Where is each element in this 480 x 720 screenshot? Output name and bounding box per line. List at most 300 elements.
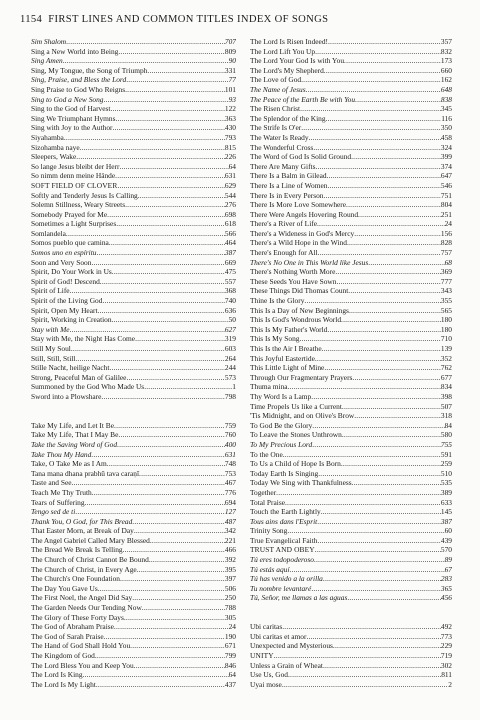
index-entry <box>31 85 236 95</box>
song-number: 828 <box>440 238 452 248</box>
dot-leader <box>96 680 225 690</box>
dot-leader <box>142 603 225 613</box>
dot-leader <box>102 296 224 306</box>
index-entry <box>250 152 452 162</box>
song-number: 180 <box>440 315 452 325</box>
song-title: The Church of Christ Cannot Be Bound <box>31 555 149 565</box>
index-entry <box>250 277 452 287</box>
song-number: 798 <box>224 391 236 401</box>
song-number: 788 <box>224 603 236 613</box>
dot-leader <box>126 373 224 383</box>
song-title: Still, Still, Still <box>31 353 76 363</box>
song-number: 395 <box>224 564 236 574</box>
index-entry <box>31 382 236 392</box>
song-number: 68 <box>444 257 452 267</box>
index-entry <box>31 632 236 642</box>
index-entry <box>31 613 236 623</box>
song-number: 740 <box>224 296 236 306</box>
index-entry <box>250 133 452 143</box>
dot-leader <box>324 66 441 76</box>
song-title: Spirit of the Living God <box>31 296 103 306</box>
song-number: 544 <box>224 190 236 200</box>
dot-leader <box>336 277 440 287</box>
index-entry <box>31 334 236 344</box>
song-title: The Bread We Break Is Telling <box>31 545 123 555</box>
dot-leader <box>107 210 225 220</box>
dot-leader <box>149 555 225 565</box>
index-entry <box>250 171 452 181</box>
song-number: 838 <box>440 94 452 104</box>
song-number: 647 <box>440 171 452 181</box>
index-entry <box>250 661 452 671</box>
song-number: 660 <box>440 65 452 75</box>
index-entry <box>250 363 452 373</box>
song-title: UNITY <box>250 651 274 660</box>
song-title: Tears of Suffering <box>31 497 85 507</box>
song-number: 777 <box>440 276 452 286</box>
index-entry <box>250 210 452 220</box>
song-number: 507 <box>440 401 452 411</box>
index-entry <box>250 430 452 440</box>
song-title: The Lord Lift You Up <box>250 46 316 56</box>
song-title: The Peace of the Earth Be with You <box>250 94 356 104</box>
song-title: Today We Sing with Thankfulness <box>250 478 352 488</box>
dot-leader <box>147 66 225 76</box>
index-entry <box>31 574 236 584</box>
index-entry <box>31 430 236 440</box>
dot-leader <box>97 248 225 258</box>
index-entry <box>31 229 236 239</box>
index-entry <box>250 181 452 191</box>
dot-leader <box>312 421 444 431</box>
dot-leader <box>66 229 225 239</box>
song-number: 669 <box>224 257 236 267</box>
dot-leader <box>124 613 225 623</box>
song-title: This Is a Day of New Beginnings <box>250 305 349 315</box>
song-title: Strong, Peaceful Man of Galilee <box>31 372 127 382</box>
dot-leader <box>119 162 228 172</box>
dot-leader <box>144 382 232 392</box>
dot-leader <box>114 421 225 431</box>
dot-leader <box>104 632 225 642</box>
index-entry <box>250 411 452 421</box>
song-title: There's No One in This World like Jesus <box>250 257 369 267</box>
section-gap <box>250 613 452 623</box>
song-number: 566 <box>224 228 236 238</box>
dot-leader <box>71 344 225 354</box>
song-title: True Evangelical Faith <box>250 535 318 545</box>
index-entry <box>31 593 236 603</box>
song-number: 748 <box>224 459 236 469</box>
index-entry <box>31 152 236 162</box>
song-number: 127 <box>224 507 236 517</box>
index-entry <box>31 440 236 450</box>
dot-leader <box>335 267 441 277</box>
index-entry <box>250 286 452 296</box>
song-number: 430 <box>224 123 236 133</box>
index-entry <box>31 315 236 325</box>
song-number: 636 <box>224 305 236 315</box>
dot-leader <box>100 277 225 287</box>
song-number: 437 <box>224 679 236 689</box>
dot-leader <box>95 651 225 661</box>
dot-leader <box>130 641 225 651</box>
index-entry <box>250 402 452 412</box>
song-title: To Us a Child of Hope Is Born <box>250 459 341 469</box>
song-title: Sing, My Tongue, the Song of Triumph <box>31 65 148 75</box>
index-entry <box>31 286 236 296</box>
index-entry <box>31 143 236 153</box>
index-entry <box>31 219 236 229</box>
song-number: 458 <box>440 132 452 142</box>
index-entry <box>250 498 452 508</box>
song-number: 368 <box>224 286 236 296</box>
song-number: 397 <box>224 574 236 584</box>
index-entry <box>250 315 452 325</box>
song-number: 719 <box>440 651 452 660</box>
section-gap <box>250 603 452 613</box>
song-number: 350 <box>440 123 452 133</box>
song-title: Taste and See <box>31 478 72 488</box>
song-number: 677 <box>440 372 452 382</box>
index-entry <box>250 325 452 335</box>
song-number: 565 <box>440 305 452 315</box>
song-title: This Is My Song <box>250 334 300 344</box>
song-number: 759 <box>224 420 236 430</box>
song-number: 363 <box>224 113 236 123</box>
song-title: There Is in Every Person <box>250 190 324 200</box>
song-number: 369 <box>440 267 452 277</box>
index-entry <box>31 133 236 143</box>
song-number: 365 <box>440 583 452 593</box>
index-entry <box>250 95 452 105</box>
song-number: 251 <box>440 209 452 219</box>
dot-leader <box>299 334 440 344</box>
song-title: The First Noel, the Angel Did Say <box>31 593 133 603</box>
dot-leader <box>112 267 225 277</box>
index-entry <box>31 526 236 536</box>
dot-leader <box>288 382 441 392</box>
song-number: 487 <box>224 516 236 526</box>
song-title: The Lord Is My Light <box>31 679 96 689</box>
song-number: 324 <box>440 142 452 152</box>
song-title: There Is a Line of Women <box>250 180 328 190</box>
index-entry <box>31 238 236 248</box>
index-entry <box>31 104 236 114</box>
dot-leader <box>288 670 441 680</box>
song-title: This Is the Air I Breathe <box>250 344 322 353</box>
song-title: Take Thou My Hand <box>31 449 92 459</box>
song-title: Spirit, Do Your Work in Us <box>31 267 112 277</box>
dot-leader <box>321 507 441 517</box>
song-number: 510 <box>440 468 452 478</box>
dot-leader <box>282 622 441 632</box>
song-number: 546 <box>440 180 452 190</box>
index-entry <box>250 574 452 584</box>
song-number: 89 <box>444 555 452 565</box>
index-entry <box>31 603 236 613</box>
dot-leader <box>327 171 441 181</box>
index-entry <box>31 66 236 76</box>
song-number: 799 <box>224 651 236 660</box>
index-entry <box>250 469 452 479</box>
dot-leader <box>283 450 441 460</box>
song-number: 398 <box>440 391 452 401</box>
page-header <box>20 14 460 25</box>
song-title: The Lord Is Risen Indeed! <box>250 37 328 46</box>
song-title: Ubi caritas <box>250 622 283 632</box>
dot-leader <box>342 402 441 412</box>
song-number: 64 <box>228 670 236 680</box>
index-entry <box>250 296 452 306</box>
index-entry <box>250 56 452 66</box>
dot-leader <box>83 670 229 680</box>
song-number: 318 <box>440 411 452 421</box>
index-entry <box>250 641 452 651</box>
index-entry <box>250 47 452 57</box>
index-entry <box>250 565 452 575</box>
song-title: The Water Is Ready <box>250 132 309 142</box>
index-entry <box>250 517 452 527</box>
index-entry <box>250 555 452 565</box>
dot-leader <box>134 526 225 536</box>
song-title: Touch the Earth Lightly <box>250 507 321 517</box>
index-entry <box>31 248 236 258</box>
dot-leader <box>287 526 444 536</box>
song-title: Tu nombre levantaré <box>250 583 312 593</box>
index-entry <box>250 680 452 690</box>
index-entry <box>250 143 452 153</box>
song-number: 2 <box>448 679 452 689</box>
song-number: 773 <box>440 631 452 641</box>
right-column <box>250 37 452 689</box>
dot-leader <box>70 286 225 296</box>
song-title: Tú, Señor, me llamas a las aguas <box>250 593 348 603</box>
index-entry <box>250 459 452 469</box>
dot-leader <box>92 488 225 498</box>
dot-leader <box>312 440 441 450</box>
song-number: 122 <box>224 104 236 114</box>
song-title: Sword into a Plowshare <box>31 391 102 401</box>
song-title: There Are Many Gifts <box>250 161 316 171</box>
dot-leader <box>103 95 228 105</box>
dot-leader <box>115 171 225 181</box>
song-number: 707 <box>224 37 236 46</box>
song-title: Sing We Triumphant Hymns <box>31 113 116 123</box>
song-number: 302 <box>440 660 452 670</box>
dot-leader <box>317 219 445 229</box>
song-number: 64 <box>228 161 236 171</box>
song-number: 90 <box>228 56 236 66</box>
song-title: Thy Word Is a Lamp <box>250 391 312 401</box>
song-title: Summoned by the God Who Made Us <box>31 382 145 392</box>
index-entry <box>250 306 452 316</box>
index-entry <box>31 47 236 57</box>
song-number: 250 <box>224 593 236 603</box>
index-entry <box>250 85 452 95</box>
dot-leader <box>117 440 225 450</box>
index-entry <box>250 200 452 210</box>
index-entry <box>250 593 452 603</box>
song-title: There Is a Balm in Gilead <box>250 171 327 181</box>
dot-leader <box>91 450 225 460</box>
index-entry <box>250 334 452 344</box>
song-number: 751 <box>440 190 452 200</box>
song-number: 50 <box>228 315 236 325</box>
song-title: The Kingdom of God <box>31 651 95 660</box>
song-title: The Wonderful Cross <box>250 142 314 152</box>
index-entry <box>31 181 236 191</box>
index-entry <box>31 421 236 431</box>
song-title: Sing, Praise, and Bless the Lord <box>31 75 127 85</box>
song-number: 77 <box>228 75 236 85</box>
song-number: 357 <box>440 37 452 46</box>
index-entry <box>250 545 452 555</box>
song-number: 466 <box>224 545 236 555</box>
song-number: 573 <box>224 372 236 382</box>
song-number: 264 <box>224 353 236 363</box>
index-entry <box>250 478 452 488</box>
index-entry <box>31 459 236 469</box>
song-number: 24 <box>228 622 236 632</box>
song-title: 'Tis Midnight, and on Olive's Brow <box>250 411 355 421</box>
dot-leader <box>75 354 225 364</box>
dot-leader <box>314 555 445 565</box>
song-title: The Day You Gave Us <box>31 583 98 593</box>
dot-leader <box>309 133 441 143</box>
dot-leader <box>117 181 224 191</box>
song-title: The God of Abraham Praise <box>31 622 114 632</box>
song-number: 259 <box>440 459 452 469</box>
index-entry <box>250 123 452 133</box>
dot-leader <box>132 517 225 527</box>
song-title: Somos uno en espíritu <box>31 248 97 258</box>
song-title: Thine Is the Glory <box>250 296 305 306</box>
index-entry <box>31 162 236 172</box>
song-title: Unless a Grain of Wheat <box>250 660 323 670</box>
song-title: The Word of God Is Solid Ground <box>250 152 352 162</box>
dot-leader <box>137 565 225 575</box>
dot-leader <box>101 392 224 402</box>
song-title: This Joyful Eastertide <box>250 353 315 363</box>
dot-leader <box>368 258 444 268</box>
index-entry <box>250 354 452 364</box>
dot-leader <box>114 622 229 632</box>
song-number: 60 <box>444 526 452 536</box>
dot-leader <box>327 181 440 191</box>
song-title: Somebody Prayed for Me <box>31 209 108 219</box>
dot-leader <box>323 574 441 584</box>
song-number: 173 <box>440 56 452 66</box>
index-entry <box>250 238 452 248</box>
index-entry <box>31 373 236 383</box>
song-number: 535 <box>440 478 452 488</box>
dot-leader <box>347 593 441 603</box>
dot-leader <box>315 47 441 57</box>
dot-leader <box>66 37 225 47</box>
song-title: Take My Life, and Let It Be <box>31 420 115 430</box>
song-number: 694 <box>224 497 236 507</box>
index-entry <box>31 325 236 335</box>
song-number: 631 <box>224 449 236 459</box>
dot-leader <box>64 133 225 143</box>
dot-leader <box>285 498 441 508</box>
song-title: Teach Me Thy Truth <box>31 487 92 497</box>
index-entry <box>31 258 236 268</box>
index-entry <box>31 584 236 594</box>
song-title: Spirit, Working in Creation <box>31 315 112 325</box>
song-title: Still My Soul <box>31 344 71 353</box>
index-entry <box>31 536 236 546</box>
dot-leader <box>126 75 228 85</box>
index-entry <box>250 114 452 124</box>
dot-leader <box>300 104 441 114</box>
song-number: 762 <box>440 363 452 373</box>
index-entry <box>31 75 236 85</box>
song-number: 139 <box>440 344 452 353</box>
song-number: 776 <box>224 487 236 497</box>
dot-leader <box>274 651 441 661</box>
index-entry <box>250 104 452 114</box>
song-title: Spirit of Life <box>31 286 70 296</box>
song-number: 811 <box>441 670 452 680</box>
song-number: 618 <box>224 219 236 229</box>
song-number: 156 <box>440 228 452 238</box>
song-title: To Leave the Stones Unthrown <box>250 430 342 440</box>
song-title: Sizohamba naye <box>31 142 80 152</box>
song-number: 467 <box>224 478 236 488</box>
index-entry <box>31 277 236 287</box>
index-entry <box>250 622 452 632</box>
dot-leader <box>342 430 441 440</box>
song-title: There's Enough for All <box>250 248 318 258</box>
index-entry <box>250 75 452 85</box>
index-entry <box>31 469 236 479</box>
dot-leader <box>318 248 441 258</box>
dot-leader <box>123 545 225 555</box>
dot-leader <box>75 507 225 517</box>
dot-leader <box>311 392 441 402</box>
song-number: 760 <box>224 430 236 440</box>
dot-leader <box>132 593 225 603</box>
dot-leader <box>323 191 440 201</box>
song-title: Unexpected and Mysterious <box>250 641 333 651</box>
index-entry <box>31 306 236 316</box>
song-title: To God Be the Glory <box>250 420 313 430</box>
song-number: 392 <box>224 555 236 565</box>
song-number: 846 <box>224 660 236 670</box>
index-entry <box>250 536 452 546</box>
dot-leader <box>358 210 441 220</box>
song-number: 671 <box>224 641 236 651</box>
song-number: 710 <box>440 334 452 344</box>
song-number: 283 <box>440 574 452 584</box>
song-number: 67 <box>444 564 452 574</box>
index-entry <box>31 267 236 277</box>
song-title: Thank You, O God, for This Bread <box>31 516 133 526</box>
song-number: 389 <box>440 487 452 497</box>
song-number: 627 <box>224 324 236 334</box>
page-number: 1154 <box>20 14 43 25</box>
song-title: Softly and Tenderly Jesus Is Calling <box>31 190 138 200</box>
song-number: 793 <box>224 132 236 142</box>
song-title: Sing to the God of Harvest <box>31 104 111 114</box>
song-number: 24 <box>444 219 452 229</box>
song-title: Sing Praise to God Who Reigns <box>31 84 126 94</box>
dot-leader <box>306 632 440 642</box>
song-number: 116 <box>441 113 452 123</box>
dot-leader <box>301 75 441 85</box>
